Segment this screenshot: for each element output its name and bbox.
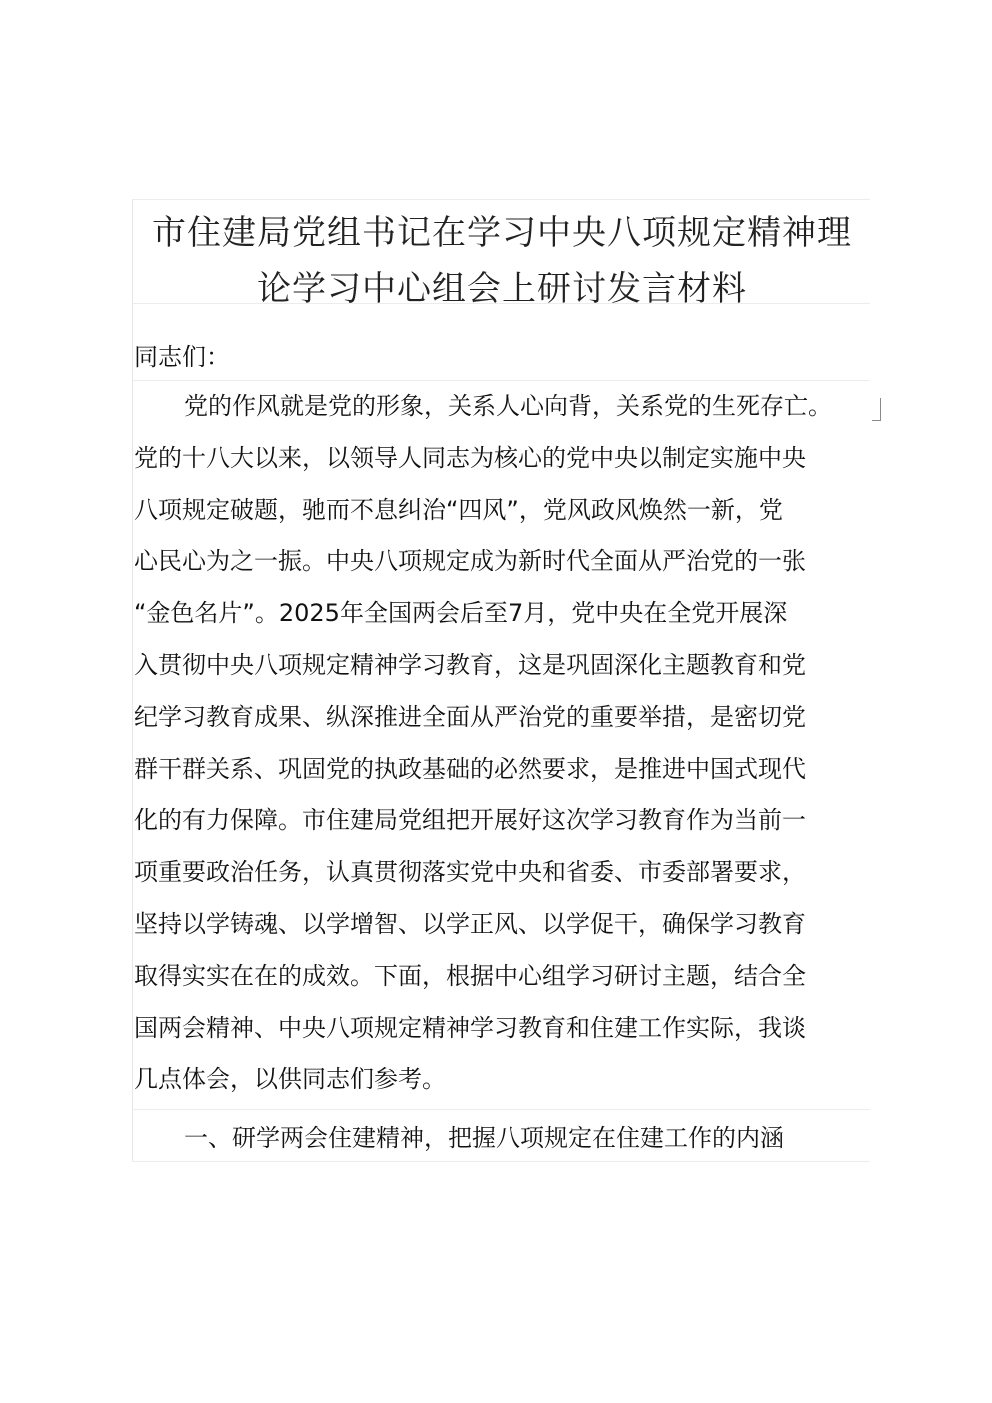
paragraph-line: 党的作风就是党的形象，关系人心向背，关系党的生死存亡。 [184,392,832,420]
greeting: 同志们： [134,343,230,371]
document-title [138,205,866,317]
section-heading: 一、研学两会住建精神，把握八项规定在住建工作的内涵 [184,1124,784,1152]
paragraph-mark-icon [872,398,881,421]
paragraph-line: 八项规定破题，驰而不息纠治“四风”，党风政风焕然一新，党 [134,495,783,524]
paragraph-line: 群干群关系、巩固党的执政基础的必然要求，是推进中国式现代 [134,754,806,783]
section-bottom-rule [132,1161,870,1162]
body-bottom-rule [132,1109,870,1110]
paragraph-line: 坚持以学铸魂、以学增智、以学正风、以学促干，确保学习教育 [134,909,806,938]
frame-left-border [132,199,133,1161]
paragraph-line: 几点体会，以供同志们参考。 [134,1065,446,1094]
paragraph-line: 取得实实在在的成效。下面，根据中心组学习研讨主题，结合全 [134,961,806,990]
title-top-rule [132,199,870,200]
paragraph-line: 入贯彻中央八项规定精神学习教育，这是巩固深化主题教育和党 [134,650,806,679]
paragraph-line: 化的有力保障。市住建局党组把开展好这次学习教育作为当前一 [134,806,806,835]
title-line-1: 市住建局党组书记在学习中央八项规定精神理 [152,213,852,253]
paragraph-line: 国两会精神、中央八项规定精神学习教育和住建工作实际，我谈 [134,1013,806,1042]
paragraph-line: “金色名片”。2025年全国两会后至7月，党中央在全党开展深 [134,599,788,628]
paragraph-line: 党的十八大以来，以领导人同志为核心的党中央以制定实施中央 [134,443,806,472]
paragraph-line: 纪学习教育成果、纵深推进全面从严治党的重要举措，是密切党 [134,702,806,731]
title-line-2: 论学习中心组会上研讨发言材料 [257,269,747,309]
paragraph-line: 项重要政治任务，认真贯彻落实党中央和省委、市委部署要求， [134,858,806,887]
body-paragraph [134,381,858,1106]
paragraph-line: 心民心为之一振。中央八项规定成为新时代全面从严治党的一张 [134,547,806,576]
